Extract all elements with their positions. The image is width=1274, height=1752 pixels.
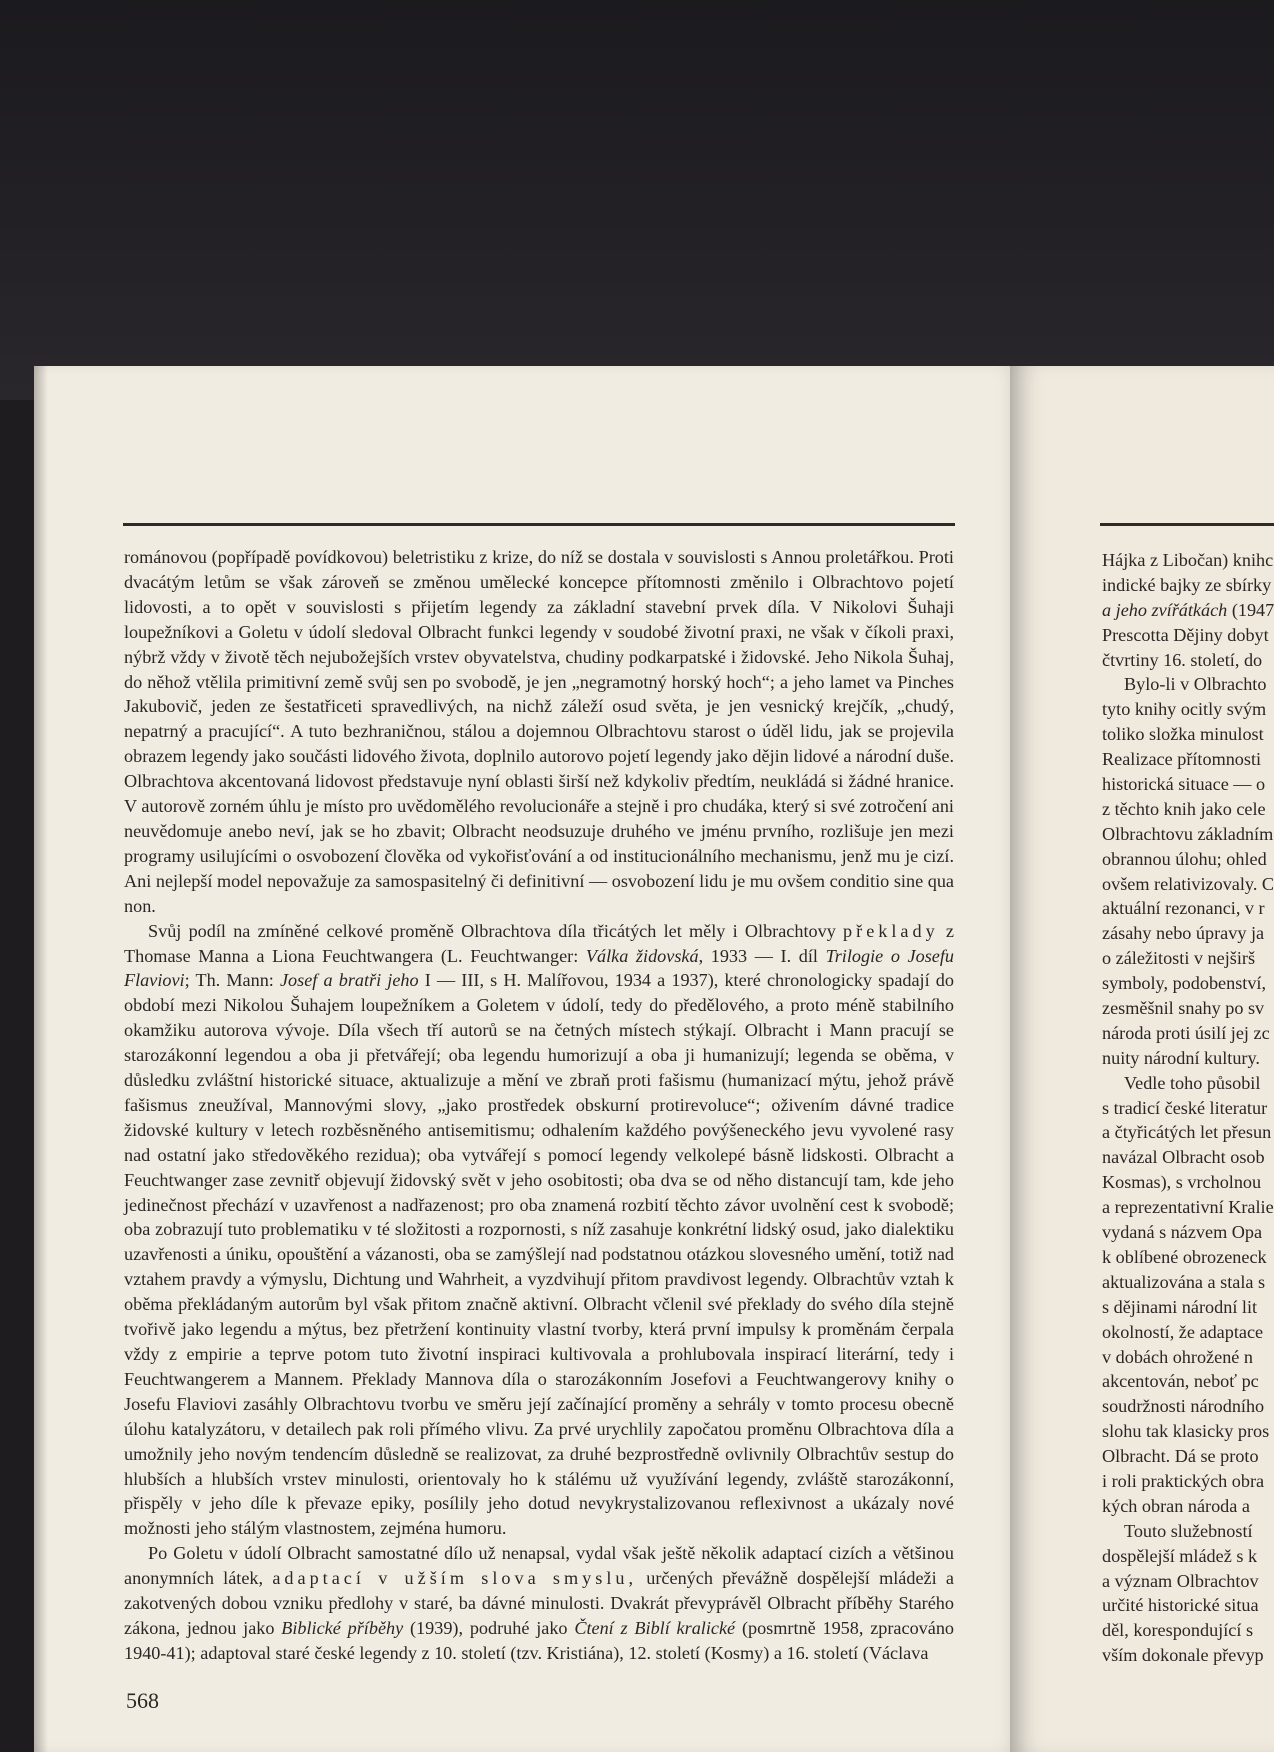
left-page-body bbox=[124, 545, 954, 1666]
text-run: Svůj podíl na zmíněné celkové proměně Olbrachtova díla třicátých let měly i Olbrachtovy bbox=[148, 920, 836, 941]
right-line: s tradicí české literatur bbox=[1102, 1097, 1268, 1118]
right-line: vším dokonale převyp bbox=[1102, 1645, 1264, 1666]
right-line: v dobách ohrožené n bbox=[1102, 1346, 1253, 1367]
dark-background bbox=[0, 0, 1274, 400]
title-biblicke-pribehy: Biblické příběhy bbox=[281, 1617, 404, 1638]
right-line: čtvrtiny 16. století, do bbox=[1102, 649, 1263, 670]
right-line: dospělejší mládež s k bbox=[1102, 1545, 1258, 1566]
right-line: okolností, že adaptace bbox=[1102, 1321, 1264, 1342]
right-line: toliko složka minulost bbox=[1102, 724, 1264, 745]
text-run: I — III, s H. Malířovou, 1934 a 1937), které chronologicky spadají do období mezi Nikolou Šuhajem loupežníkem a Goletem v údolí, tedy do předělového, a proto méně stabilního okamžiku autorova vývoje. Díla všech tří autorů se na četných místech stýkají. Olbracht i Mann pracují se starozákonní legendou a oba ji přetvářejí; oba legendu humorizují a oba ji humanizují; legenda se oběma, v důsledku zvláštní historické situace, aktualizuje a mění ve zbraň proti fašismu (humanizací mýtu, jehož právě fašismus zneužíval, Mannovými slovy, „jako prostředek obskurní protirevoluce“; oživením dávné tradice židovské kultury v letech rozběsněného antisemitismu; odhalením každého povýšeneckého jevu vyvolené rasy nad ostatní jako středověkého rezidua); oba vytvářejí s pomocí legendy velkolepé básně lidskosti. Olbracht a Feuchtwanger zase zevnitř objevují židovský svět v jeho osobitosti; oba dva se od něho distancují tam, kde jeho jedinečnost přechází v uzavřenost a nadřazenost; pro oba znamená rozbití těchto závor uvolnění cest k svobodě; oba zobrazují tuto problematiku v té složitosti a rozpornosti, s níž zasahuje konkrétní lidský osud, jako dialektiku uzavřenosti a úniku, opouštění a vázanosti, oba se zamýšlejí nad podstatnou otázkou slovesného umění, totiž nad vztahem pravdy a výmyslu, Dichtung und Wahrheit, a vyzdvihují přitom pravdivost legendy. Olbrachtův vztah k oběma překládaným autorům byl však přitom značně aktivní. Olbracht včlenil své překlady do svého díla stejně tvořivě jako legendu a mýtus, bez přetržení kontinuity vlastní tvorby, která první impulsy k proměnám čerpala vždy z empirie a teprve potom tuto životní inspiraci kultivovala a prohlubovala inspirací literární, tedy i Feuchtwangerem a Mannem. Překlady Mannova díla o starozákonním Josefovi a Feuchtwangerovy knihy o Josefu Flaviovi zasáhly Olbrachtovu tvorbu ve směru její začínající proměny a sehrály v tomto procesu obecně úlohu katalyzátoru, v detailech pak roli přímého vlivu. Za prvé urychlily započatou proměnu Olbrachtova díla a umožnily jeho novým tendencím důsledně se realizovat, za druhé bezprostředně ovlivnily Olbrachtův sestup do hlubších a hlubších vrstev minulosti, orientovaly ho k stálému už využívání legendy, zvláště starozákonní, přispěly v jeho díle k převaze epiky, posílily jeho dotud nevykrystalizovanou reflexivnost a ukázaly nové možnosti jeho stálým vlastnostem, zejména humoru. bbox=[124, 970, 954, 1539]
title-valka-zidovska: Válka židovská bbox=[585, 945, 699, 966]
right-line: Hájka z Libočan) knihc bbox=[1102, 550, 1274, 570]
right-line: děl, korespondující s bbox=[1102, 1620, 1254, 1641]
right-line: indické bajky ze sbírky bbox=[1102, 574, 1272, 595]
right-line: zesměšnil snahy po sv bbox=[1102, 998, 1265, 1019]
text-run: (posmrtně 1958, zpracováno 1940-41); adaptoval staré české legendy z 10. století (tzv. Kristiána), 12. století (Kosmy) a 16. století (Václava bbox=[124, 1617, 955, 1663]
text-run: určených převážně dospělejší mládeži a zakotvených dobou vzniku předlohy v staré, ba dávné minulosti. Dvakrát převyprávěl Olbracht příběhy Starého zákona, jednou jako bbox=[124, 1568, 954, 1638]
right-line: z těchto knih jako cele bbox=[1102, 798, 1266, 819]
right-line: Vedle toho působil bbox=[1124, 1072, 1261, 1093]
right-line: určité historické situa bbox=[1102, 1595, 1259, 1616]
right-line: Olbracht. Dá se proto bbox=[1102, 1446, 1259, 1467]
right-line: aktuální rezonanci, v r bbox=[1102, 898, 1265, 919]
right-line: Touto služebností bbox=[1124, 1520, 1253, 1541]
right-page-body bbox=[1102, 548, 1274, 1668]
spaced-heading-adaptace: adaptací v užším slova smyslu, bbox=[272, 1568, 638, 1589]
right-italic: a jeho zvířátkách bbox=[1102, 599, 1228, 620]
right-line: Olbrachtovu základním bbox=[1102, 823, 1274, 844]
right-line: nuity národní kultury. bbox=[1102, 1047, 1260, 1068]
right-line: aktualizována a stala s bbox=[1102, 1271, 1266, 1292]
right-line: a reprezentativní Kralie bbox=[1102, 1197, 1274, 1218]
right-text-run: (1947 bbox=[1231, 599, 1274, 620]
title-cteni-z-bibli: Čtení z Biblí kralické bbox=[574, 1617, 736, 1638]
right-line: symboly, podobenství, bbox=[1102, 973, 1267, 994]
right-line: ovšem relativizovaly. C bbox=[1102, 873, 1274, 894]
right-header-rule bbox=[1100, 523, 1274, 526]
paragraph-1: románovou (popřípadě povídkovou) beletristiku z krize, do níž se dostala v souvislosti s Annou proletářkou. Proti dvacátým letům se však zároveň se změnou umělecké koncepce přítomnosti změnilo i Olbrachtovo pojetí lidovosti, a to opět v souvislosti s přijetím legendy za základní stavební prvek díla. V Nikolovi Šuhaji loupežníkovi a Goletu v údolí sledoval Olbracht funkci legendy v soudobé životní praxi, ne však v číkoli praxi, nýbrž vždy v životě těch nejubožejších vrstev obyvatelstva, chudiny podkarpatské i židovské. Jeho Nikola Šuhaj, do něhož vtělila primitivní země svůj sen po svobodě, je jen „negramotný horský hoch“; a jeho lamet va Pinches Jakubovič, jeden ze šestatřiceti spravedlivých, na nichž záleží osud světa, je jen vesnický krejčík, „chudý, nepatrný a pracující“. A tuto bezhraničnou, stálou a dojemnou Olbrachtovu starost o úděl lidu, jak se projevila obrazem legendy jako součásti lidového života, doplnilo autorovo pojetí legendy jako dějin lidové a národní duše. Olbrachtova akcentovaná lidovost představuje nyní oblasti širší než kdykoliv předtím, neukládá si žádné hranice. V autorově zorném úhlu je místo pro uvědomělého revolucionáře a stejně i pro chudáka, který si své zotročení ani neuvědomuje anebo neví, jak se ho zbavit; Olbracht neodsuzuje druhého ve jménu prvního, rozlišuje jen mezi programy usilujícími o osvobození člověka od vykořisťování a od institucionálního mechanismu, jenž mu je cizí. Ani nejlepší model nepovažuje za samospasitelný či definitivní — osvobození lidu je mu ovšem conditio sine qua non. bbox=[124, 547, 954, 916]
right-line bbox=[1102, 598, 1274, 623]
right-line: tyto knihy ocitly svým bbox=[1102, 699, 1267, 720]
right-line: a význam Olbrachtov bbox=[1102, 1570, 1259, 1591]
right-line: Bylo-li v Olbrachto bbox=[1124, 674, 1267, 695]
right-line: kých obran národa a bbox=[1102, 1495, 1250, 1516]
right-line: navázal Olbracht osob bbox=[1102, 1147, 1265, 1168]
text-run: (1939), podruhé jako bbox=[409, 1617, 568, 1638]
page-number: 568 bbox=[126, 1688, 159, 1713]
right-line: Kosmas), s vrcholnou bbox=[1102, 1172, 1262, 1193]
right-line: a čtyřicátých let přesun bbox=[1102, 1122, 1272, 1143]
right-line: historická situace — o bbox=[1102, 774, 1266, 795]
right-line: zásahy nebo úpravy ja bbox=[1102, 923, 1265, 944]
right-line: vydaná s názvem Opa bbox=[1102, 1222, 1263, 1243]
right-line: o záležitosti v nejširš bbox=[1102, 948, 1256, 969]
right-line: slohu tak klasicky pros bbox=[1102, 1421, 1270, 1442]
right-line: s dějinami národní lit bbox=[1102, 1296, 1258, 1317]
text-run: Po Goletu v údolí Olbracht samostatné dílo už nenapsal, vydal však ještě několik adaptací cizích a většinou anonymních látek, bbox=[124, 1543, 954, 1589]
right-line: Realizace přítomnosti bbox=[1102, 749, 1262, 770]
text-run: ; Th. Mann: bbox=[184, 970, 274, 991]
right-line: akcentován, neboť pc bbox=[1102, 1371, 1259, 1392]
paragraph-2 bbox=[124, 919, 954, 1542]
title-trilogie: Trilogie o Josefu Flaviovi bbox=[124, 945, 954, 991]
right-line: Prescotta Dějiny dobyt bbox=[1102, 624, 1269, 645]
spaced-heading-preklady: překlady bbox=[843, 920, 939, 941]
right-line: k oblíbené obrozeneck bbox=[1102, 1246, 1267, 1267]
text-run: , 1933 — I. díl bbox=[698, 945, 818, 966]
right-line: i roli praktických obra bbox=[1102, 1470, 1265, 1491]
title-josef-a-bratri: Josef a bratři jeho bbox=[279, 970, 419, 991]
text-run: z Thomase Manna a Liona Feuchtwangera (L. Feuchtwanger: bbox=[124, 920, 954, 966]
right-line: obrannou úlohu; ohled bbox=[1102, 848, 1267, 869]
paragraph-3 bbox=[124, 1541, 954, 1666]
right-line: soudržnosti národního bbox=[1102, 1396, 1265, 1417]
left-header-rule bbox=[123, 523, 955, 526]
right-line: národa proti úsilí jej zc bbox=[1102, 1022, 1270, 1043]
